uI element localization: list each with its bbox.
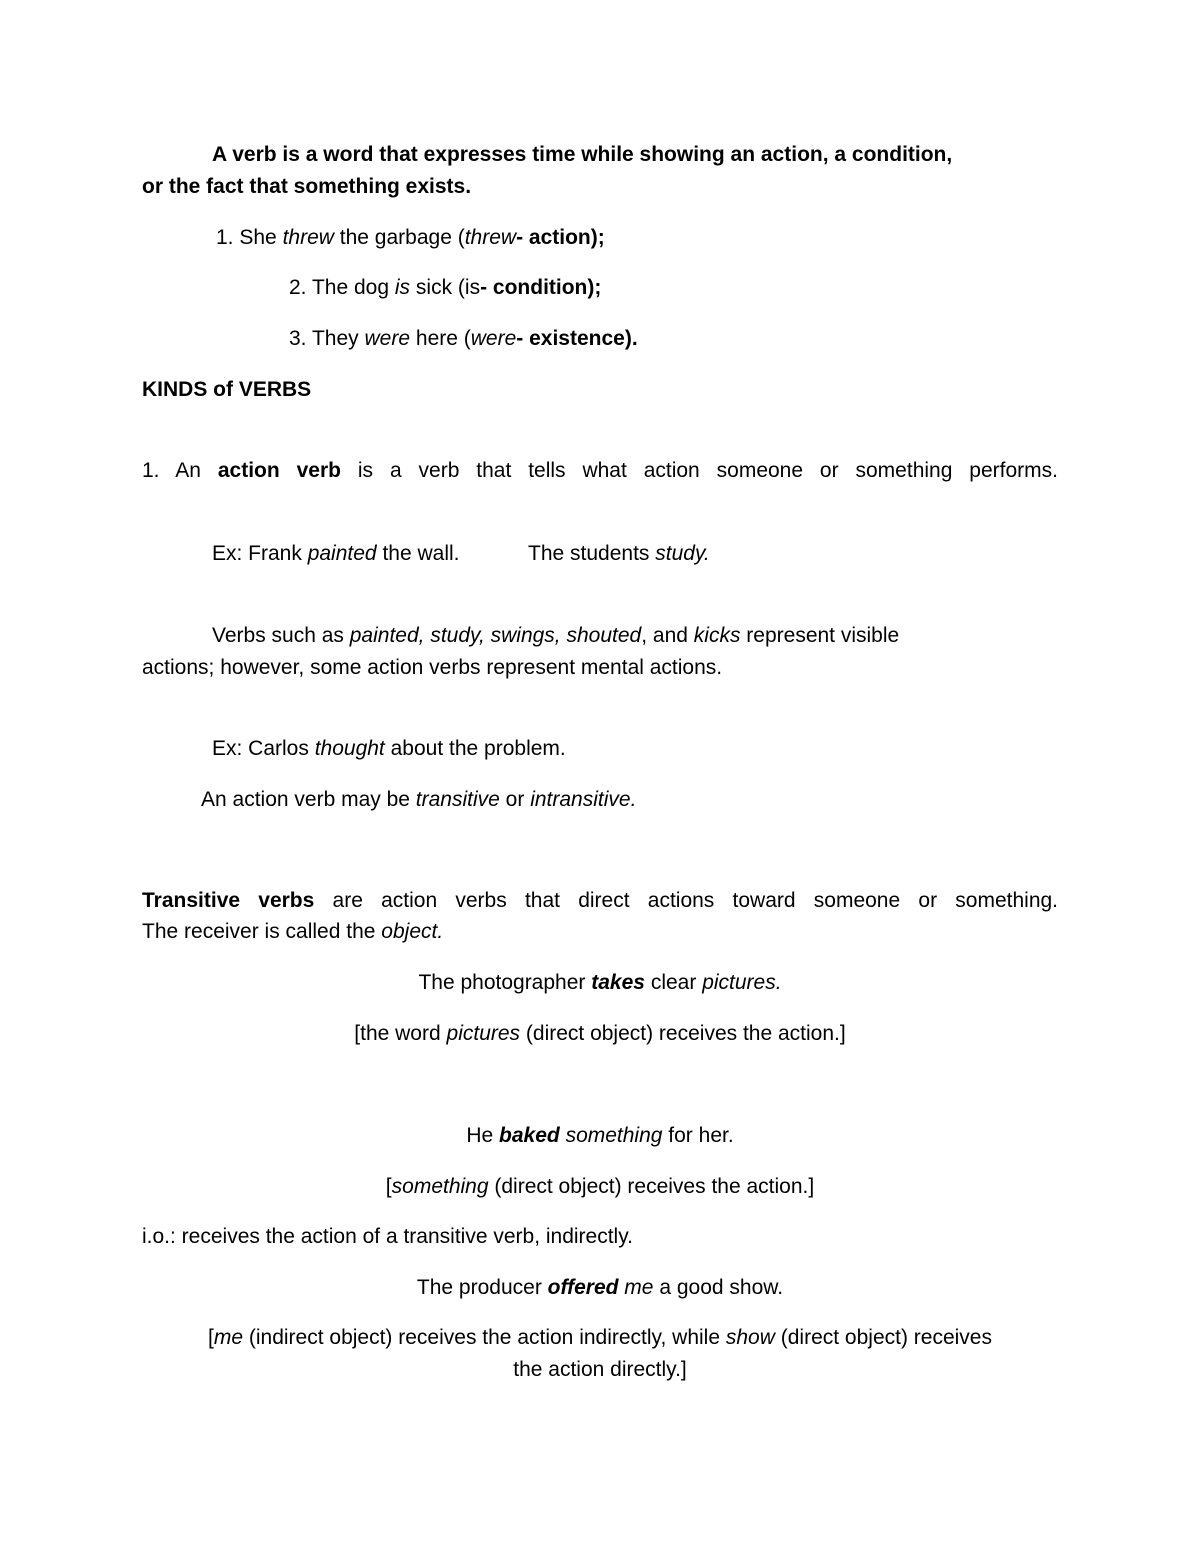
- kinds-heading: KINDS of VERBS: [142, 378, 312, 401]
- action-example-1: Ex: Frank painted the wall.: [212, 542, 460, 565]
- transitive-example-3-note-line-2: the action directly.]: [513, 1358, 687, 1381]
- visible-actions-line-2: actions; however, some action verbs represent mental actions.: [142, 656, 723, 679]
- intro-example-3: 3. They were here (were- existence).: [289, 327, 638, 350]
- indirect-object-definition: i.o.: receives the action of a transitive verb, indirectly.: [142, 1225, 633, 1248]
- action-verb-definition: 1. An action verb is a verb that tells what action someone or something performs.: [142, 459, 1058, 482]
- action-example-2: Ex: Carlos thought about the problem.: [212, 737, 566, 760]
- transitive-definition-line-1: Transitive verbs are action verbs that direct actions toward someone or something.: [142, 889, 1059, 912]
- transitive-example-1-note: [the word pictures (direct object) receives the action.]: [354, 1022, 846, 1045]
- intro-example-2: 2. The dog is sick (is- condition);: [289, 276, 602, 299]
- visible-actions-line-1: Verbs such as painted, study, swings, shouted, and kicks represent visible: [212, 624, 900, 647]
- transitive-example-2-note: [something (direct object) receives the action.]: [385, 1175, 815, 1198]
- transitive-example-1: The photographer takes clear pictures.: [418, 971, 782, 994]
- definition-line-2: or the fact that something exists.: [142, 175, 472, 198]
- intro-example-1: 1. She threw the garbage (threw- action);: [216, 226, 605, 249]
- action-example-1b: The students study.: [528, 542, 710, 565]
- transitive-or-intransitive: An action verb may be transitive or intransitive.: [201, 788, 637, 811]
- transitive-example-2: He baked something for her.: [466, 1124, 734, 1147]
- transitive-example-3: The producer offered me a good show.: [416, 1276, 784, 1299]
- transitive-definition-line-2: The receiver is called the object.: [142, 920, 444, 943]
- definition-line-1: A verb is a word that expresses time while showing an action, a condition,: [212, 143, 953, 166]
- transitive-example-3-note-line-1: [me (indirect object) receives the action indirectly, while show (direct object) receives: [208, 1326, 992, 1349]
